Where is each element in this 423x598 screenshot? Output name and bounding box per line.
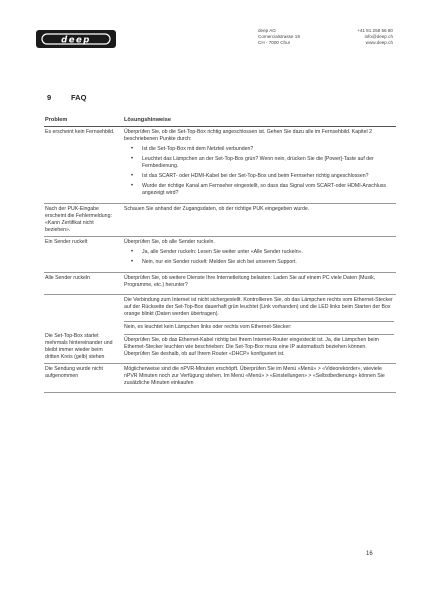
solution-text: Überprüfen Sie, ob die Set-Top-Box richtig angeschlossen ist. Gehen Sie dazu alle im Fernsehbild. Kapitel 2 beschriebenen Punkte durch: (124, 129, 372, 142)
faq-table (44, 116, 396, 393)
solution-cell (123, 273, 396, 295)
solution-cell (123, 204, 396, 237)
website: www.deep.ch (365, 40, 393, 45)
logo-text: deep (61, 35, 91, 46)
company-contact (347, 28, 393, 46)
table-row (44, 204, 396, 237)
problem-cell: Ein Sender ruckelt (44, 237, 123, 273)
list-item: • Ist das SCART- oder HDMI-Kabel bei der Set-Top-Box und beim Fernseher richtig angeschlossen? (124, 173, 394, 180)
solution-cell (123, 364, 396, 393)
deep-logo (36, 30, 116, 48)
problem-cell: Die Set-Top-Box startet mehrmals hintereinander und bleibt immer wieder beim dritten Kreis (gelb) stehen (44, 295, 123, 364)
list-item: • Ja, alle Sender ruckeln: Lesen Sie weiter unter «Alle Sender ruckeln». (124, 249, 394, 256)
solution-list (124, 249, 394, 266)
list-item: • Ist die Set-Top-Box mit dem Netzteil verbunden? (124, 146, 394, 153)
solution-text: Überprüfen Sie, ob weitere Dienste Ihre Internetleitung belasten: Laden Sie auf einem PC viele Daten (Musik, Programme, etc.) herunter? (124, 275, 376, 288)
solution-text: Die Verbindung zum Internet ist nicht sichergestellt. Kontrollieren Sie, ob das Lämpchen rechts vom Ethernet-Stecker auf der Rückseite der Set-Top-Box dauerhaft grün leuchtet (Link vorhanden) und die LED links beim Starten der Box orange blinkt (Daten werden übertragen). (124, 297, 393, 317)
email-address: info@deep.ch (364, 34, 393, 39)
address-line: deep AG (258, 28, 276, 33)
table-row (44, 273, 396, 295)
solution-text: Überprüfen Sie, ob alle Sender ruckeln. (124, 239, 215, 245)
list-item: • Wurde der richtige Kanal am Fernseher eingestellt, so dass das Signal vom SCART-oder HDMI-Anschluss angezeigt wird? (124, 183, 394, 197)
problem-cell: Alle Sender ruckeln (44, 273, 123, 295)
solution-cell (123, 295, 396, 364)
solution-text: Nein, es leuchtet kein Lämpchen links oder rechts vom Ethernet-Stecker: (124, 321, 394, 331)
page-number: 16 (366, 551, 373, 557)
address-line: CH - 7000 Chur (258, 40, 291, 45)
solution-text: Schauen Sie anhand der Zugangsdaten, ob der richtige PUK eingegeben wurde. (124, 206, 310, 212)
problem-cell: Nach der PUK-Eingabe erscheint die Fehlermeldung: «Kann Zertifikat nicht beziehen». (44, 204, 123, 237)
table-row (44, 295, 396, 364)
problem-cell: Die Sendung wurde nicht aufgenommen (44, 364, 123, 393)
solution-text: Überprüfen Sie, ob das Ethernet-Kabel richtig bei Ihrem Internet-Router eingesteckt ist. Ja, die Lämpchen beim Ethernet-Stecker leuchten wie beschrieben: Die Set-Top-Box muss eine IP automatisch beziehen können. Überprüfen Sie deshalb, ob auf Ihrem Router «DHCP» konfiguriert ist. (124, 334, 394, 358)
table-row (44, 364, 396, 393)
company-address (258, 28, 300, 46)
table-row (44, 127, 396, 204)
list-item: • Leuchtet das Lämpchen an der Set-Top-Box grün? Wenn nein, drücken Sie die [Power]-Taste auf der Fernbedienung. (124, 156, 394, 170)
table-row (44, 237, 396, 273)
solution-cell (123, 127, 396, 204)
chapter-title: FAQ (71, 93, 87, 102)
list-item: • Nein, nur ein Sender ruckelt: Melden Sie sich bei unserem Support. (124, 259, 394, 266)
problem-cell: Es erscheint kein Fernsehbild. (44, 127, 123, 204)
chapter-number: 9 (47, 93, 52, 102)
chapter-heading (47, 93, 86, 102)
solution-list (124, 146, 394, 197)
solution-cell (123, 237, 396, 273)
address-line: Comercialstrasse 19 (258, 34, 300, 39)
column-header-solution: Lösungshinweise (123, 116, 396, 127)
column-header-problem: Problem (44, 116, 123, 127)
phone-number: +41 81 258 56 80 (357, 28, 393, 33)
solution-text: Möglicherweise sind die nPVR-Minuten erschöpft. Überprüfen Sie im Menü «Menü» > «Videorekorder», wieviele nPVR Minuten noch zur Verfügung stehen. Im Menü «Menü» > «Einstellungen» > «Selbstbedienung» können Sie zusätzliche Minuten einkaufen (124, 366, 385, 386)
